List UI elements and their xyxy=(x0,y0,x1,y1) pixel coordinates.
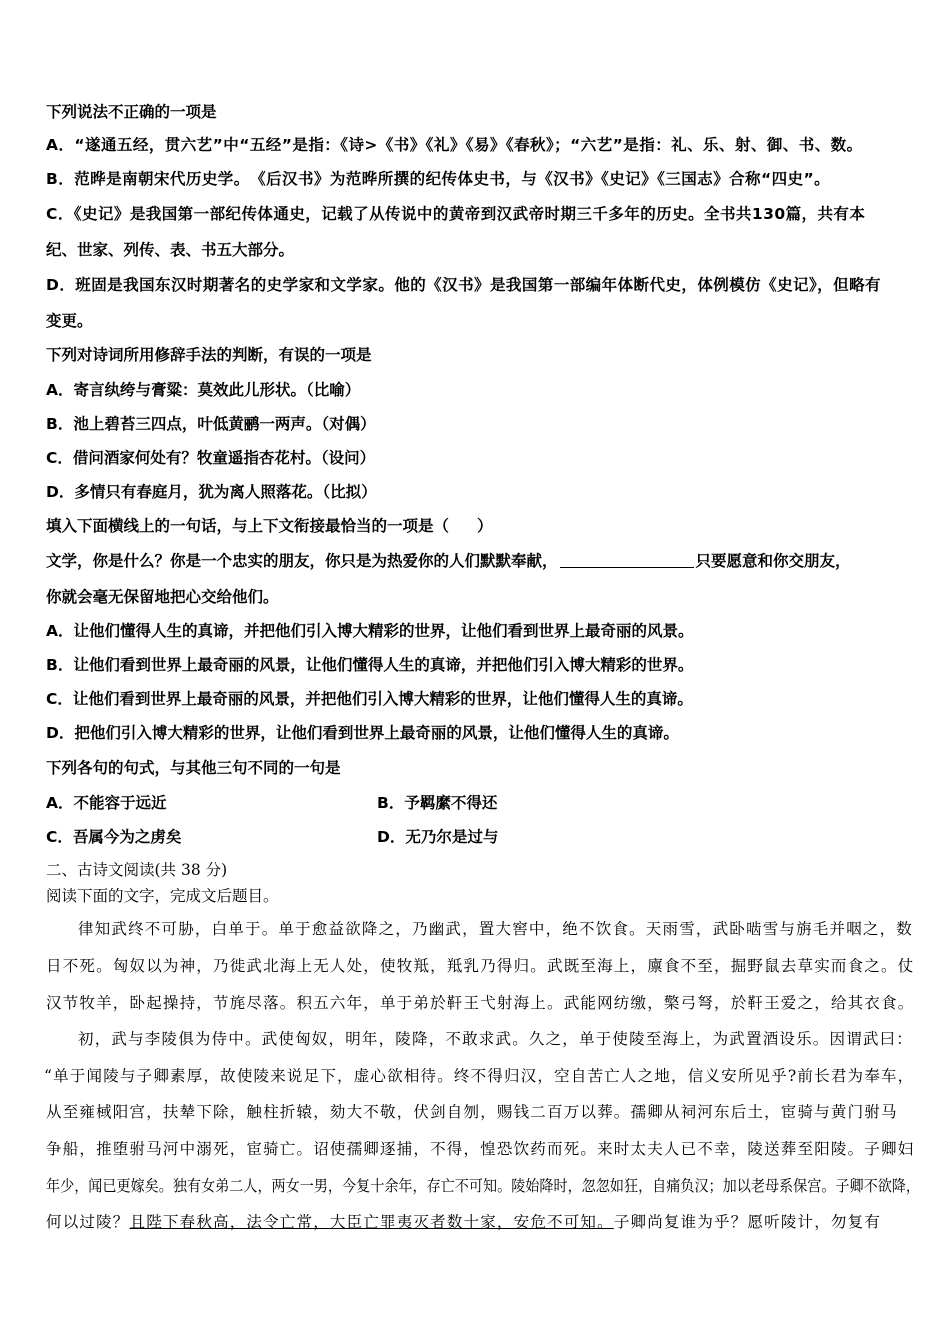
passage-p1-line2: 日不死。匈奴以为神，乃徙武北海上无人处，使牧羝，羝乳乃得归。武既至海上，廪食不至，掘野鼠去草实而食之。仗 xyxy=(46,957,915,975)
q3-passage-line2: 你就会毫无保留地把心交给他们。 xyxy=(46,588,279,606)
underlined-sentence: 且陛下春秋高，法令亡常，大臣亡罪夷灭者数十家，安危不可知。 xyxy=(129,1213,614,1231)
passage-p2-line5: 年少，闻已更嫁矣。独有女弟二人，两女一男，今复十余年，存亡不可知。陵始降时，忽忽如狂，自痛负汉；加以老母系保宫。子卿不欲降， xyxy=(46,1177,921,1195)
q4-option-d: D．无乃尔是过与 xyxy=(377,828,499,846)
q3-stem-close: ） xyxy=(477,517,493,535)
q1-option-b: B．范晔是南朝宋代历史学。 《后汉书》为范晔所撰的纪传体史书，与《汉书》《史记》《三国志》合称“四史”。 xyxy=(46,170,831,188)
passage-p2-line1: 初，武与李陵俱为侍中。武使匈奴，明年，陵降，不敢求武。久之，单于使陵至海上，为武置酒设乐。因谓武曰： xyxy=(78,1030,914,1048)
q3-stem-text: 填入下面横线上的一句话，与上下文衔接最恰当的一项是（ xyxy=(46,517,450,535)
fill-blank xyxy=(560,553,694,568)
q3-option-d: D．把他们引入博大精彩的世界，让他们看到世界上最奇丽的风景，让他们懂得人生的真谛。 xyxy=(46,724,679,742)
section-instruction: 阅读下面的文字，完成文后题目。 xyxy=(46,887,279,905)
passage-p2-line3: 从至雍棫阳宫，扶辇下除，触柱折辕，劾大不敬，伏剑自刎，赐钱二百万以葬。孺卿从祠河东后土，宦骑与黄门驸马 xyxy=(46,1103,898,1121)
passage-p2-line6-post: 子卿尚复谁为乎？愿听陵计，勿复有 xyxy=(613,1213,882,1231)
section-title: 二、古诗文阅读(共 38 分) xyxy=(46,861,228,879)
q4-option-c: C．吾属今为之虏矣 xyxy=(46,828,182,846)
q1-option-d-line1: D．班固是我国东汉时期著名的史学家和文学家。他的《汉书》是我国第一部编年体断代史，体例模仿《史记》，但略有 xyxy=(46,276,881,294)
q1-option-c-line2: 纪、世家、列传、表、书五大部分。 xyxy=(46,241,295,259)
q2-option-d: D．多情只有春庭月，犹为离人照落花。（比拟） xyxy=(46,483,377,501)
q2-stem: 下列对诗词所用修辞手法的判断，有误的一项是 xyxy=(46,346,372,364)
q3-stem xyxy=(46,516,493,536)
q1-option-c-line1: C．《史记》是我国第一部纪传体通史，记载了从传说中的黄帝到汉武帝时期三千多年的历史。全书共130篇，共有本 xyxy=(46,205,866,223)
q4-stem: 下列各句的句式，与其他三句不同的一句是 xyxy=(46,759,341,777)
q3-passage-pre: 文学，你是什么？你是一个忠实的朋友，你只是为热爱你的人们默默奉献， xyxy=(46,552,558,570)
passage-p1-line1: 律知武终不可胁，白单于。单于愈益欲降之，乃幽武，置大窖中，绝不饮食。天雨雪，武卧啮雪与旃毛并咽之，数 xyxy=(78,920,914,938)
q1-stem: 下列说法不正确的一项是 xyxy=(46,103,217,121)
q3-passage-line1 xyxy=(46,551,851,571)
q3-option-c: C．让他们看到世界上最奇丽的风景，并把他们引入博大精彩的世界，让他们懂得人生的真谛。 xyxy=(46,690,693,708)
q1-option-a: A．“遂通五经，贯六艺”中“五经”是指：《诗>《书》《礼》《易》《春秋》；“六艺”是指：礼、乐、射、御、书、数。 xyxy=(46,136,863,154)
q2-option-c: C．借问酒家何处有？牧童遥指杏花村。（设问） xyxy=(46,449,376,467)
q4-option-b: B．予羁縻不得还 xyxy=(377,794,498,812)
q3-option-b: B．让他们看到世界上最奇丽的风景，让他们懂得人生的真谛，并把他们引入博大精彩的世界。 xyxy=(46,656,694,674)
q3-option-a: A．让他们懂得人生的真谛，并把他们引入博大精彩的世界，让他们看到世界上最奇丽的风景。 xyxy=(46,622,694,640)
passage-p2-line6 xyxy=(46,1212,881,1232)
q3-passage-post: 只要愿意和你交朋友， xyxy=(695,552,851,570)
passage-p1-line3: 汉节牧羊，卧起操持，节旄尽落。积五六年，单于弟於靬王弋射海上。武能网纺缴，檠弓弩，於靬王爱之，给其衣食。 xyxy=(46,994,915,1012)
passage-p2-line2: “单于闻陵与子卿素厚，故使陵来说足下，虚心欲相待。终不得归汉，空自苦亡人之地，信义安所见乎?前长君为奉车， xyxy=(44,1067,915,1085)
passage-p2-line6-pre: 何以过陵？ xyxy=(46,1213,130,1231)
passage-p2-line4: 争船，推堕驸马河中溺死，宦骑亡。诏使孺卿逐捕，不得，惶恐饮药而死。来时太夫人已不幸，陵送葬至阳陵。子卿妇 xyxy=(46,1140,915,1158)
q2-option-a: A．寄言纨绔与膏粱：莫效此儿形状。（比喻） xyxy=(46,381,361,399)
q2-option-b: B．池上碧苔三四点，叶低黄鹂一两声。（对偶） xyxy=(46,415,376,433)
q1-option-d-line2: 变更。 xyxy=(46,312,93,330)
q4-option-a: A．不能容于远近 xyxy=(46,794,167,812)
